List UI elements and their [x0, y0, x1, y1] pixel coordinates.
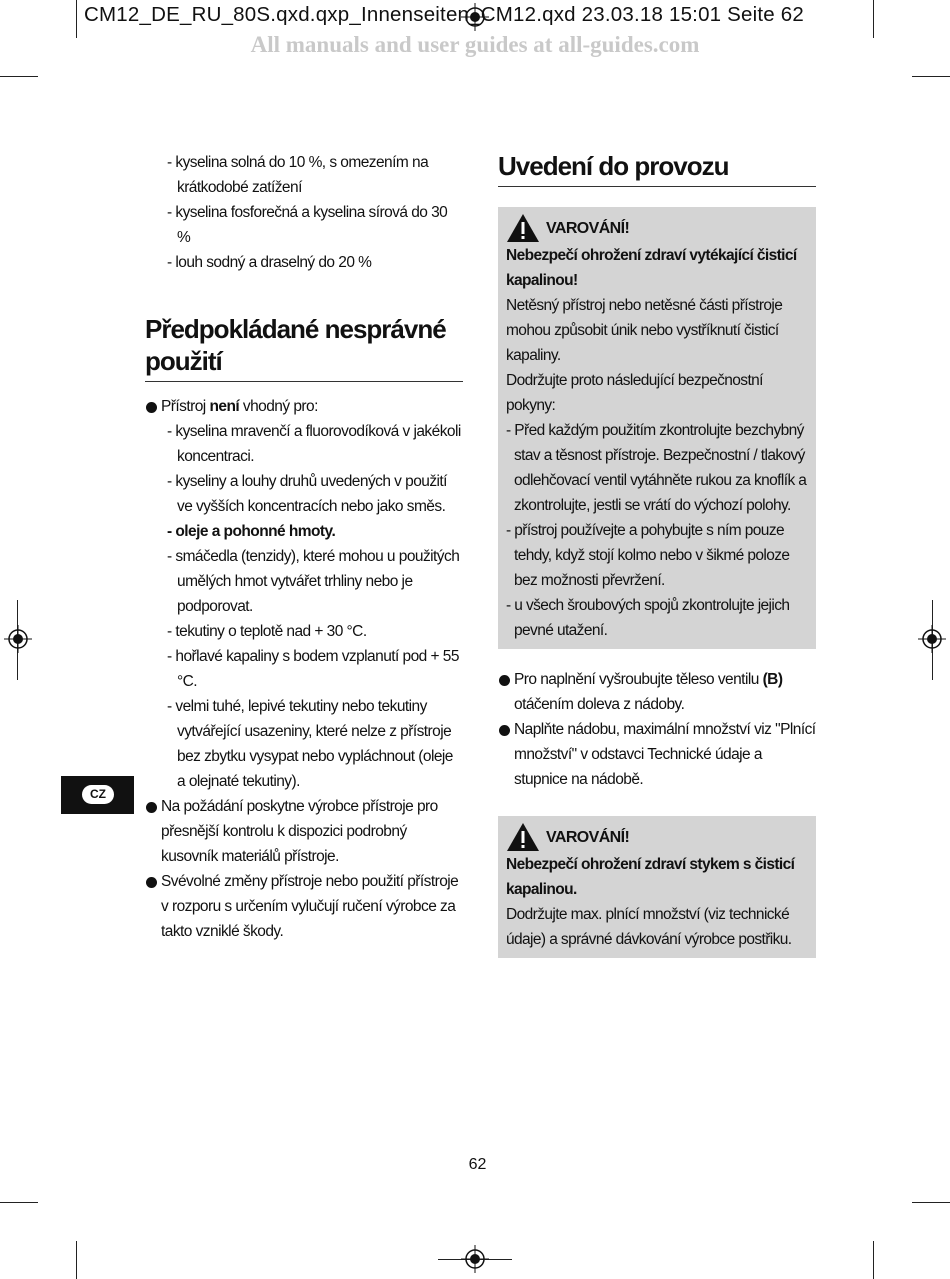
list-item: - velmi tuhé, lepivé tekutiny nebo tekutiny vytvářející usazeniny, které nelze z přístroje bez zbytku vysypat nebo vypláchnout (oleje a olejnaté tekutiny).: [167, 698, 453, 790]
warning-heading: Nebezpečí ohrožení zdraví vytékající čisticí kapalinou!: [506, 247, 797, 289]
list-item: - hořlavé kapaliny s bodem vzplanutí pod + 55 °C.: [167, 648, 459, 690]
list-item: - smáčedla (tenzidy), které mohou u použitých umělých hmot vytvářet trhliny nebo je podporovat.: [167, 548, 460, 615]
print-header: CM12_DE_RU_80S.qxd.qxp_Innenseiten_CM12.qxd 23.03.18 15:01 Seite 62: [84, 3, 804, 26]
bullet-text: Pro naplnění vyšroubujte těleso ventilu: [514, 671, 763, 688]
section-heading: Uvedení do provozu: [498, 150, 816, 187]
bullet-emphasis: není: [209, 398, 240, 415]
list-item: - louh sodný a draselný do 20 %: [167, 254, 372, 271]
bullet-text: Přístroj: [161, 398, 210, 415]
right-column: [498, 150, 816, 958]
warning-triangle-icon: [506, 213, 540, 243]
crop-mark: [873, 1241, 874, 1279]
list-item: - kyselina mravenčí a fluorovodíková v jakékoli koncentraci.: [167, 423, 461, 465]
warning-triangle-icon: [506, 822, 540, 852]
warning-title: VAROVÁNÍ!: [546, 828, 630, 846]
bullet-item: Naplňte nádobu, maximální množství viz "Plnící množství" v odstavci Technické údaje a stupnice na nádobě.: [498, 717, 816, 792]
crop-mark: [912, 1202, 950, 1203]
warning-text: Dodržujte max. plnící množství (viz technické údaje) a správné dávkování výrobce postřiku.: [506, 906, 792, 948]
warning-title: VAROVÁNÍ!: [546, 219, 630, 237]
list-item: - tekutiny o teplotě nad + 30 °C.: [167, 623, 367, 640]
bullet-text: vhodný pro:: [239, 398, 318, 415]
warning-title-row: [506, 213, 808, 243]
page-number: 62: [468, 1156, 487, 1173]
list-item: - kyseliny a louhy druhů uvedených v použití ve vyšších koncentracích nebo jako směs.: [167, 473, 447, 515]
warning-box: [498, 816, 816, 958]
crop-mark: [0, 1202, 38, 1203]
list-item: - u všech šroubových spojů zkontrolujte jejich pevné utažení.: [506, 597, 790, 639]
registration-mark-icon: [918, 625, 946, 653]
warning-box: [498, 207, 816, 649]
language-tab: [61, 776, 134, 814]
list-item: - oleje a pohonné hmoty.: [167, 523, 336, 540]
bullet-item: Na požádání poskytne výrobce přístroje pro přesnější kontrolu k dispozici podrobný kusovník materiálů přístroje.: [145, 794, 463, 869]
left-column: [145, 150, 463, 944]
list-item: - Před každým použitím zkontrolujte bezchybný stav a těsnost přístroje. Bezpečnostní / tlakový odlehčovací ventil vytáhněte rukou za knoflík a zkontrolujte, jestli se vrátí do výchozí polohy.: [506, 422, 807, 514]
section-heading: Předpokládané nesprávné použití: [145, 313, 463, 382]
crop-mark: [76, 1241, 77, 1279]
bullet-item: [498, 667, 816, 717]
list-item: - kyselina solná do 10 %, s omezením na krátkodobé zatížení: [167, 154, 429, 196]
bullet-emphasis: (B): [762, 671, 783, 688]
warning-text: Netěsný přístroj nebo netěsné části přístroje mohou způsobit únik nebo vystříknutí čisticí kapaliny.: [506, 297, 783, 364]
registration-mark-icon: [461, 1245, 489, 1273]
registration-mark-icon: [4, 625, 32, 653]
language-code: CZ: [82, 785, 114, 804]
crop-mark: [0, 76, 38, 77]
warning-title-row: [506, 822, 808, 852]
bullet-item: [145, 394, 463, 419]
warning-heading: Nebezpečí ohrožení zdraví stykem s čisticí kapalinou.: [506, 856, 795, 898]
crop-mark: [912, 76, 950, 77]
watermark: All manuals and user guides at all-guides.com: [250, 32, 700, 57]
list-item: - přístroj používejte a pohybujte s ním pouze tehdy, když stojí kolmo nebo v šikmé poloze bez možnosti převržení.: [506, 522, 790, 589]
bullet-item: Svévolné změny přístroje nebo použití přístroje v rozporu s určením vylučují ručení výrobce za takto vzniklé škody.: [145, 869, 463, 944]
list-item: - kyselina fosforečná a kyselina sírová do 30 %: [167, 204, 448, 246]
warning-text: Dodržujte proto následující bezpečnostní pokyny:: [506, 372, 763, 414]
bullet-text: otáčením doleva z nádoby.: [514, 696, 685, 713]
